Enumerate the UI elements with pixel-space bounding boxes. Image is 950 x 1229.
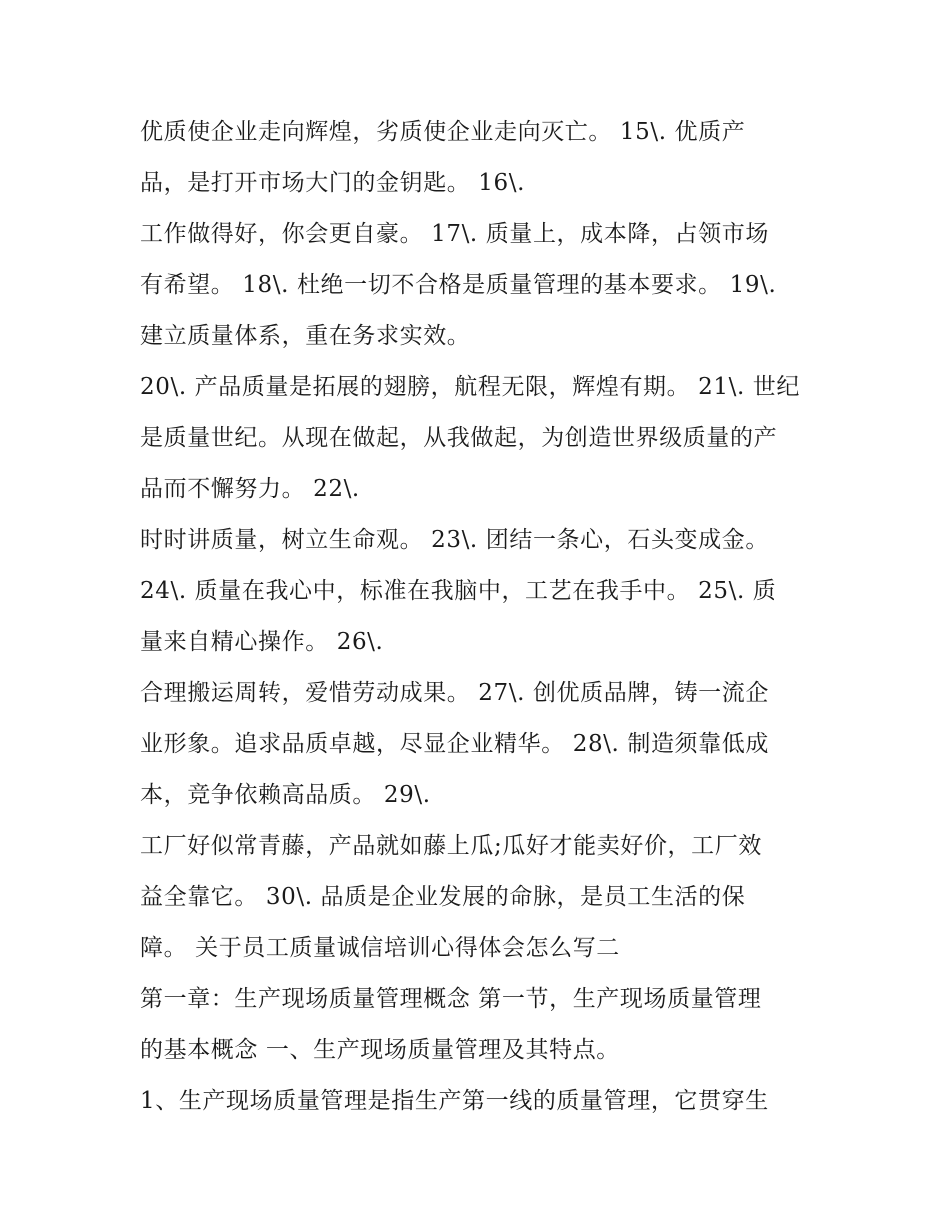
text-line: 优质使企业走向辉煌，劣质使企业走向灭亡。 15\. 优质产 [140, 119, 746, 145]
text-line: 工作做得好，你会更自豪。 17\. 质量上，成本降，占领市场 [140, 221, 769, 247]
text-line: 的基本概念 一、生产现场质量管理及其特点。 [140, 1037, 620, 1063]
text-line: 时时讲质量，树立生命观。 23\. 团结一条心，石头变成金。 [140, 527, 769, 553]
text-line: 益全靠它。 30\. 品质是企业发展的命脉，是员工生活的保 [140, 884, 746, 910]
text-line: 障。 关于员工质量诚信培训心得体会怎么写二 [140, 935, 620, 961]
text-line: 合理搬运周转，爱惜劳动成果。 27\. 创优质品牌，铸一流企 [140, 680, 769, 706]
text-line: 本，竞争依赖高品质。 29\. [140, 782, 431, 808]
document-body [140, 107, 840, 1127]
text-line: 品而不懈努力。 22\. [140, 476, 360, 502]
text-line: 有希望。 18\. 杜绝一切不合格是质量管理的基本要求。 19\. [140, 272, 777, 298]
text-line: 业形象。追求品质卓越，尽显企业精华。 28\. 制造须靠低成 [140, 731, 769, 757]
text-line: 第一章：生产现场质量管理概念 第一节，生产现场质量管理 [140, 986, 762, 1012]
text-line: 20\. 产品质量是拓展的翅膀，航程无限，辉煌有期。 21\. 世纪 [140, 374, 800, 400]
text-line: 工厂好似常青藤，产品就如藤上瓜;瓜好才能卖好价，工厂效 [140, 833, 762, 859]
text-line: 建立质量体系，重在务求实效。 [140, 323, 471, 349]
text-line: 品，是打开市场大门的金钥匙。 16\. [140, 170, 526, 196]
text-line: 是质量世纪。从现在做起，从我做起，为创造世界级质量的产 [140, 425, 778, 451]
text-line: 量来自精心操作。 26\. [140, 629, 384, 655]
text-line: 24\. 质量在我心中，标准在我脑中，工艺在我手中。 25\. 质 [140, 578, 777, 604]
text-line: 1、生产现场质量管理是指生产第一线的质量管理，它贯穿生 [140, 1088, 769, 1114]
